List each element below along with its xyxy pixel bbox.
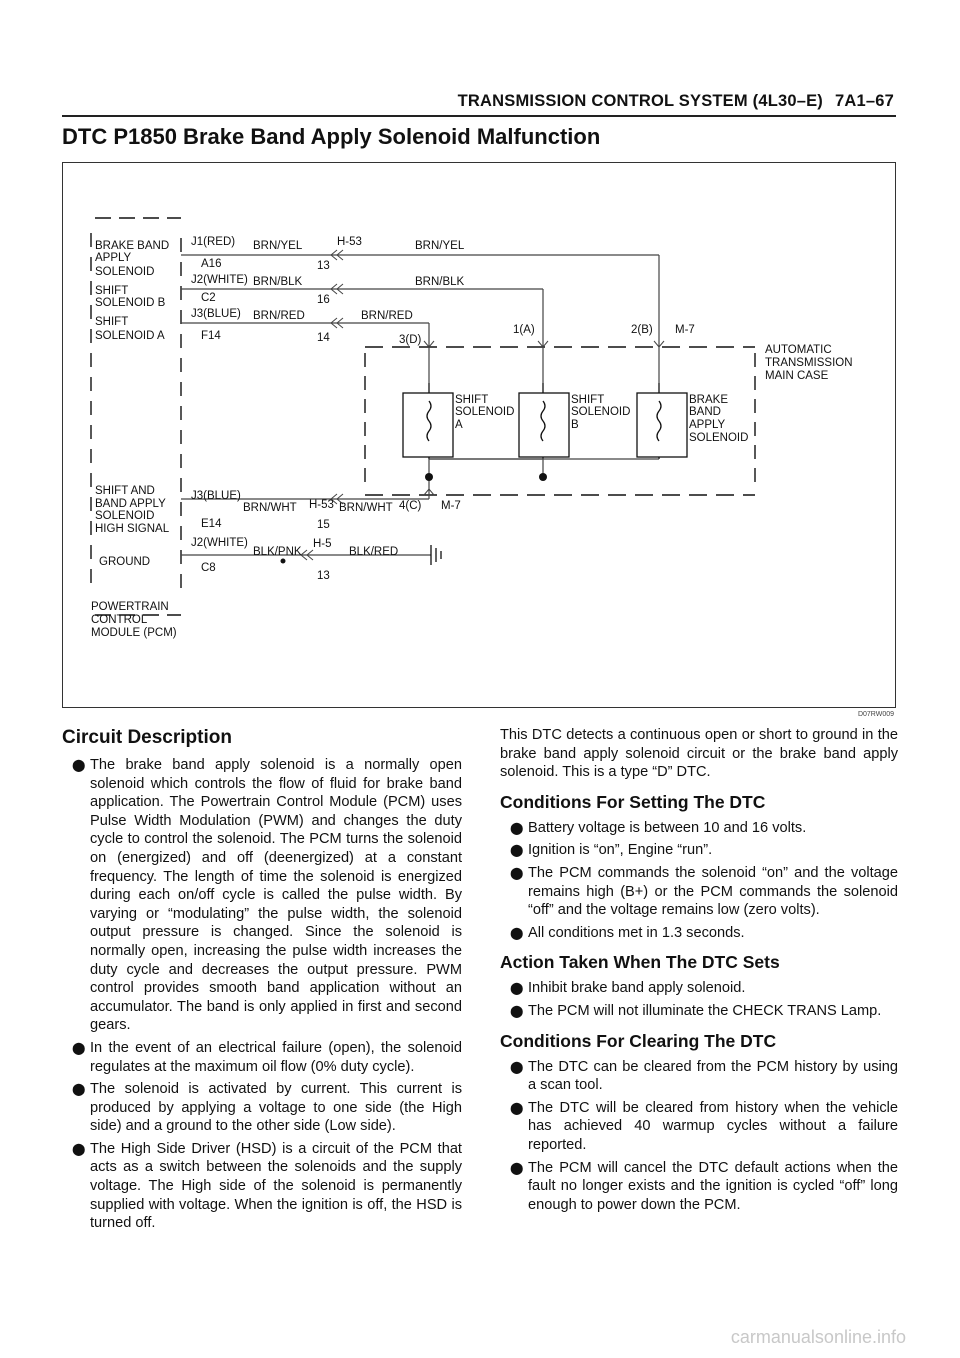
bullet-icon: ⬤ — [72, 1082, 86, 1097]
header-rule — [62, 115, 896, 117]
pin-j2w2: J2(WHITE) — [191, 537, 248, 549]
solenoid-a-label: SOLENOID — [455, 406, 515, 418]
connector-label: H-53 — [309, 499, 334, 511]
bullet-icon: ⬤ — [510, 925, 524, 940]
connector-pin: 14 — [317, 332, 330, 344]
junction-dot — [539, 473, 547, 481]
splice-dot — [281, 559, 286, 564]
conditions-clearing-list — [500, 1058, 898, 1215]
case-label-3: MAIN CASE — [765, 370, 829, 382]
connector-pin: 3(D) — [399, 334, 422, 346]
pcm-label-brake-band-1: BRAKE BAND — [95, 240, 170, 252]
connector-label: H-5 — [313, 538, 332, 550]
wiring-diagram-svg — [63, 163, 897, 709]
list-item: ⬤ The brake band apply solenoid is a normally open solenoid which controls the flow of fluid for brake band application. The Powertrain Control Module (PCM) uses Pulse Width Modulation (PWM) and changes the duty cycle to control the solenoid. The PCM turns the solenoid on (energized) and off (deenergized) at a constant frequency. The length of time the solenoid is energized during each on/off cycle is called the pulse width. By varying or “modulating” the pulse width, the solenoid output pressure is changed. Since the solenoid is normally open, increasing the pulse width increases the duty cycle and decreases the output pressure. PWM control provides smooth band application without an accumulator. The band is only applied in first and second gears. — [72, 757, 462, 1034]
bullet-icon: ⬤ — [510, 843, 524, 858]
connector-pin: 15 — [317, 519, 330, 531]
list-item: ⬤ The High Side Driver (HSD) is a circuit of the PCM that acts as a switch between the solenoids and the supply voltage. The High side of the solenoid is permanently supplied with voltage. When the ignition is off, the HSD is turned off. — [72, 1140, 462, 1232]
solenoid-a-label: A — [455, 419, 463, 431]
wire-label: BRN/BLK — [415, 276, 465, 288]
connector-label: M-7 — [441, 500, 461, 512]
connector-pin: 1(A) — [513, 324, 535, 336]
pcm-label-brake-band-3: SOLENOID — [95, 266, 155, 278]
pcm-name-3: MODULE (PCM) — [91, 627, 177, 639]
list-item: ⬤ The DTC will be cleared from history when the vehicle has achieved 40 warmup cycles without a failure reported. — [510, 1099, 898, 1153]
pin-j2w: J2(WHITE) — [191, 274, 248, 286]
action-taken-list — [500, 979, 898, 1020]
bullet-icon: ⬤ — [510, 1160, 524, 1175]
list-item: ⬤ The solenoid is activated by current. This current is produced by applying a voltage to one side (the High side) and a ground to the other side (Low side). — [72, 1081, 462, 1135]
section-title: TRANSMISSION CONTROL SYSTEM (4L30–E) — [457, 92, 823, 110]
pin-c8: C8 — [201, 562, 216, 574]
wire-label: BRN/BLK — [253, 276, 303, 288]
pin-f14: F14 — [201, 330, 221, 342]
pin-j3b: J3(BLUE) — [191, 308, 241, 320]
action-taken-heading: Action Taken When The DTC Sets — [500, 952, 780, 973]
pcm-name-1: POWERTRAIN — [91, 601, 169, 613]
running-header — [458, 92, 894, 111]
bullet-icon: ⬤ — [510, 1059, 524, 1074]
figure-code: D07RW009 — [857, 711, 894, 718]
list-item: ⬤ In the event of an electrical failure (open), the solenoid regulates at the maximum oil flow (0% duty cycle). — [72, 1039, 462, 1075]
solenoid-boxes — [403, 383, 687, 459]
pcm-label-high-2: BAND APPLY — [95, 498, 166, 510]
wire-label: BRN/WHT — [243, 502, 297, 514]
solenoid-band-label: BAND — [689, 406, 721, 418]
case-label-2: TRANSMISSION — [765, 357, 853, 369]
conditions-setting-list — [500, 819, 898, 943]
pin-j3b2: J3(BLUE) — [191, 490, 241, 502]
connector-label: H-53 — [337, 236, 362, 248]
pin-a16: A16 — [201, 258, 222, 270]
list-item: ⬤ Battery voltage is between 10 and 16 volts. — [510, 819, 807, 836]
left-column — [62, 726, 462, 1237]
wire-label: BLK/RED — [349, 546, 399, 558]
solenoid-b-label: SHIFT — [571, 394, 605, 406]
pin-c2: C2 — [201, 292, 216, 304]
list-item: ⬤ The DTC can be cleared from the PCM history by using a scan tool. — [510, 1058, 898, 1094]
solenoid-band-label: APPLY — [689, 419, 726, 431]
solenoid-a-label: SHIFT — [455, 394, 489, 406]
bullet-icon: ⬤ — [72, 1141, 86, 1156]
connector-pin: 13 — [317, 570, 330, 582]
watermark: carmanualsonline.info — [730, 1327, 906, 1347]
wire-label: BRN/YEL — [415, 240, 465, 252]
list-item: ⬤ Ignition is “on”, Engine “run”. — [510, 842, 713, 859]
pin-j1: J1(RED) — [191, 236, 236, 248]
pcm-label-shift-b-1: SHIFT — [95, 285, 129, 297]
bullet-icon: ⬤ — [72, 1040, 86, 1055]
page-number: 7A1–67 — [835, 92, 894, 110]
wiring-diagram — [62, 162, 896, 708]
bullet-icon: ⬤ — [510, 981, 524, 996]
bullet-icon: ⬤ — [510, 865, 524, 880]
bullet-icon: ⬤ — [72, 758, 86, 772]
bullet-icon: ⬤ — [510, 1003, 524, 1018]
junction-dot — [425, 473, 433, 481]
wire-label: BLK/PNK — [253, 546, 302, 558]
pcm-label-brake-band-2: APPLY — [95, 252, 132, 264]
list-item: ⬤ Inhibit brake band apply solenoid. — [510, 980, 746, 997]
pcm-label-high-4: HIGH SIGNAL — [95, 523, 170, 535]
connector-label: M-7 — [675, 324, 695, 336]
pcm-label-high-1: SHIFT AND — [95, 485, 155, 497]
intro-paragraph: This DTC detects a continuous open or short to ground in the brake band apply solenoid circuit or the brake band apply solenoid. This is a type “D” DTC. — [500, 727, 898, 781]
pcm-label-ground: GROUND — [99, 556, 151, 568]
conditions-setting-heading: Conditions For Setting The DTC — [500, 791, 766, 812]
wire-label: BRN/RED — [253, 310, 305, 322]
solenoid-band-label: BRAKE — [689, 394, 728, 406]
bullet-icon: ⬤ — [510, 820, 524, 835]
pcm-label-shift-a-2: SOLENOID A — [95, 330, 165, 342]
circuit-description-heading: Circuit Description — [62, 727, 232, 748]
connector-pin: 2(B) — [631, 324, 653, 336]
list-item: ⬤ All conditions met in 1.3 seconds. — [510, 924, 745, 941]
right-column — [500, 726, 898, 1218]
list-item: ⬤ The PCM commands the solenoid “on” and the voltage remains high (B+) or the PCM commands the solenoid “off” and the voltage remains low (zero volts). — [510, 864, 898, 919]
pcm-name-2: CONTROL — [91, 614, 148, 626]
ground-symbol — [431, 545, 441, 565]
pcm-label-high-3: SOLENOID — [95, 510, 155, 522]
page-title: DTC P1850 Brake Band Apply Solenoid Malfunction — [62, 124, 601, 149]
circuit-description-list — [62, 756, 462, 1233]
bullet-icon: ⬤ — [510, 1100, 524, 1115]
connector-pin: 16 — [317, 294, 330, 306]
pcm-label-shift-a-1: SHIFT — [95, 316, 129, 328]
pcm-label-shift-b-2: SOLENOID B — [95, 297, 166, 309]
conditions-clearing-heading: Conditions For Clearing The DTC — [500, 1030, 777, 1051]
wire-label: BRN/RED — [361, 310, 413, 322]
wire-label: BRN/YEL — [253, 240, 303, 252]
connector-pin: 13 — [317, 260, 330, 272]
wire-label: BRN/WHT — [339, 502, 393, 514]
case-label-1: AUTOMATIC — [765, 344, 832, 356]
list-item: ⬤ The PCM will not illuminate the CHECK TRANS Lamp. — [510, 1002, 882, 1019]
solenoid-b-label: B — [571, 419, 579, 431]
list-item: ⬤ The PCM will cancel the DTC default actions when the fault no longer exists and the ignition is cycled “off” long enough to power down the PCM. — [510, 1159, 898, 1213]
connector-pin: 4(C) — [399, 500, 422, 512]
solenoid-band-label: SOLENOID — [689, 432, 749, 444]
pin-e14: E14 — [201, 518, 222, 530]
solenoid-b-label: SOLENOID — [571, 406, 631, 418]
